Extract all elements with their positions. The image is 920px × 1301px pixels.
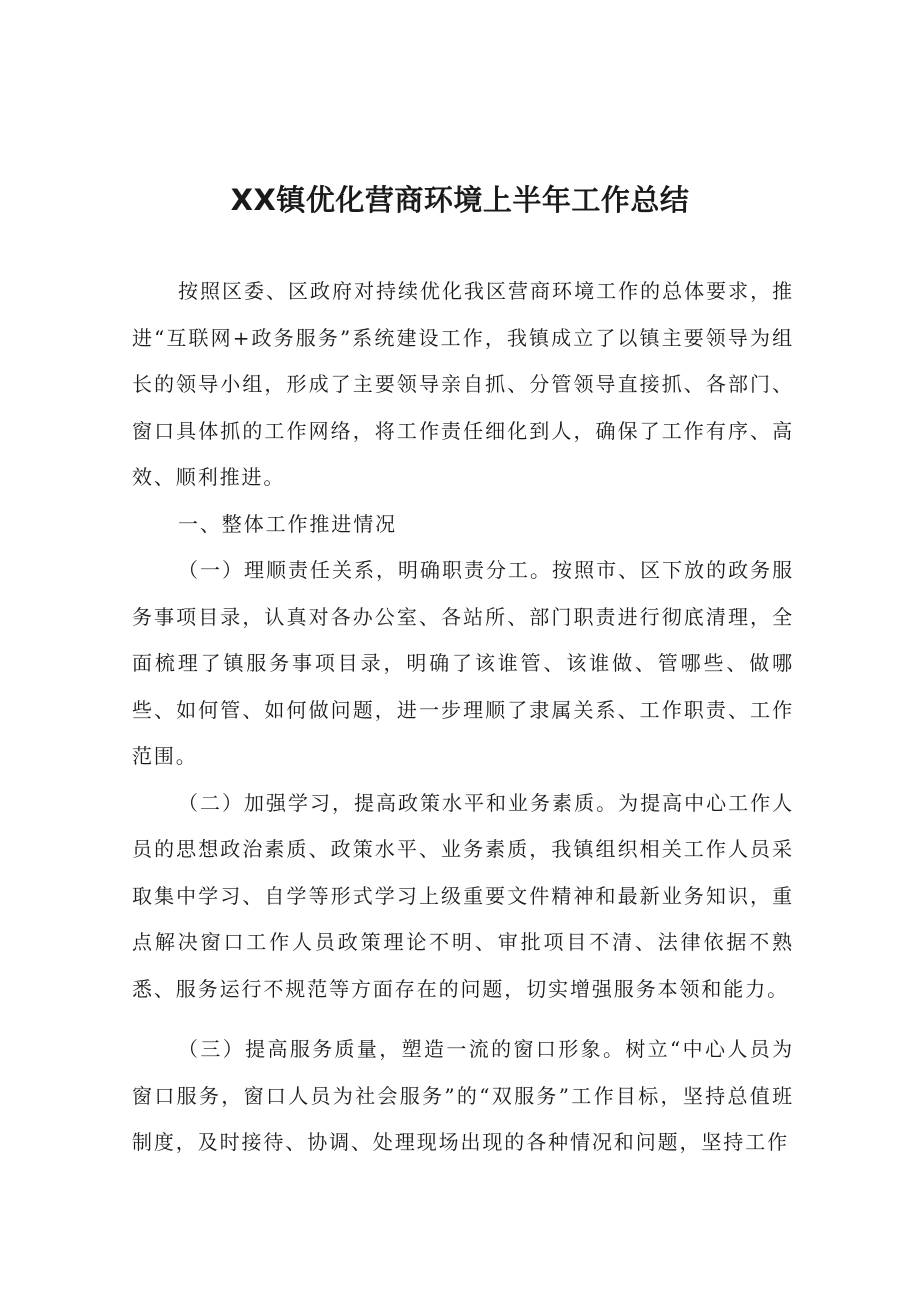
- paragraph-item-3: （三）提高服务质量，塑造一流的窗口形象。树立“中心人员为窗口服务，窗口人员为社会服务”的“双服务”工作目标，坚持总值班制度，及时接待、协调、处理现场出现的各种情况和问题，坚持工作: [132, 1037, 794, 1154]
- intro-paragraph: 按照区委、区政府对持续优化我区营商环境工作的总体要求，推进“互联网+政务服务”系统建设工作，我镇成立了以镇主要领导为组长的领导小组，形成了主要领导亲自抓、分管领导直接抓、各部门、窗口具体抓的工作网络，将工作责任细化到人，确保了工作有序、高效、顺利推进。: [132, 279, 794, 489]
- document-title: XX镇优化营商环境上半年工作总结: [230, 183, 690, 217]
- paragraph-item-2: （二）加强学习，提高政策水平和业务素质。为提高中心工作人员的思想政治素质、政策水平、业务素质，我镇组织相关工作人员采取集中学习、自学等形式学习上级重要文件精神和最新业务知识，重点解决窗口工作人员政策理论不明、审批项目不清、法律依据不熟悉、服务运行不规范等方面存在的问题，切实增强服务本领和能力。: [132, 790, 794, 1001]
- section-heading-overall-progress: 一、整体工作推进情况: [178, 511, 397, 536]
- paragraph-item-1: （一）理顺责任关系，明确职责分工。按照市、区下放的政务服务事项目录，认真对各办公室、各站所、部门职责进行彻底清理，全面梳理了镇服务事项目录，明确了该谁管、该谁做、管哪些、做哪些、如何管、如何做问题，进一步理顺了隶属关系、工作职责、工作范围。: [132, 558, 794, 768]
- document-body: [132, 268, 794, 1166]
